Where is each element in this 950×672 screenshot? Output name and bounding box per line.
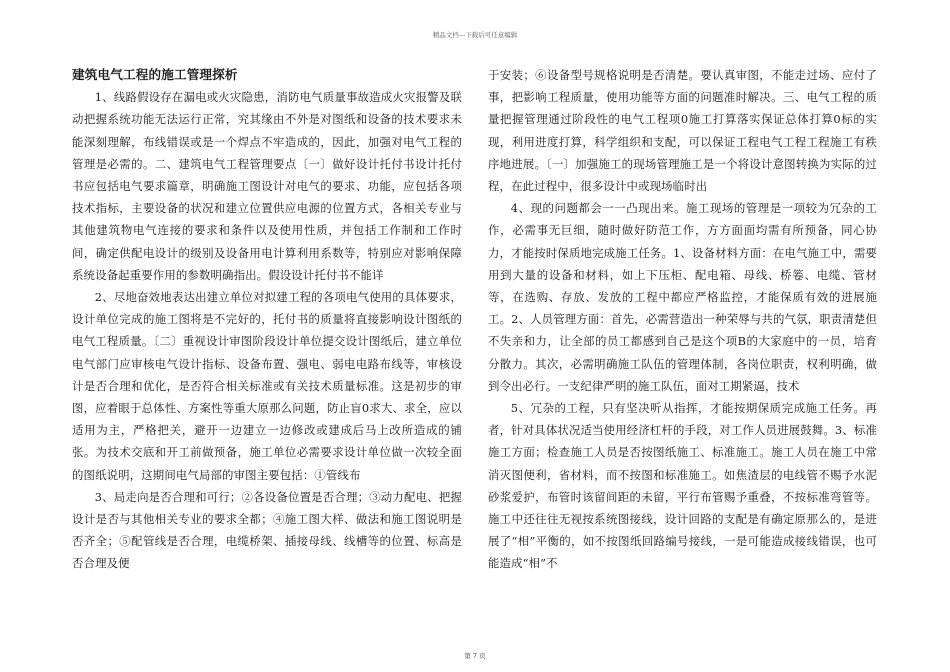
body-paragraph: 2、尽地奋效地表达出建立单位对拟建工程的各项电气使用的具体要求，设计单位完成的施工图将是不完好的，托付书的质量将直接影响设计图纸的电气工程质量。〔二〕重视设计审图阶段设计单位提交设计图纸后，建立单位电气部门应审核电气设计指标、设备布置、强电、弱电电路布线等，审核设计是否合理和优化，是否符合相关标准或有关技术质量标准。这是初步的审图，应着眼于总体性、方案性等重大原那么问题，防止盲0求大、求全，应以适用为主，严格把关，避开一边建立一边修改或建成后马上改所造成的铺张。为技术交底和开工前做预备，施工单位必需要求设计单位做一次较全面的图纸说明，这期间电气局部的审图主要包括：①管线布 [72, 290, 462, 482]
right-column [488, 64, 877, 575]
document-title: 建筑电气工程的施工管理探析 [72, 67, 238, 82]
body-paragraph: 1、线路假设存在漏电或火灾隐患，消防电气质量事故造成火灾报警及联动把握系统功能无法运行正常，究其缘由不外是对图纸和设备的技术要求未能深刻理解，布线错误或是一个焊点不牢造成的，因此，加强对电气工程的管理是必需的。二、建筑电气工程管理要点〔一〕做好设计托付书设计托付书应包括电气要求篇章，明确施工图设计对电气的要求、功能，应包括各项技术指标，主要设备的状况和建立位置供应电源的位置方式，各相关专业与其他建筑物电气连接的要求和条件以及使用性质，并包括工作制和工作时间，确定供配电设计的级别及设备用电计算利用系数等，特别应对影响保障系统设备起重要作用的参数明确指出。假设设计托付书不能详 [72, 90, 462, 282]
page-number: 第 7 页 [464, 652, 486, 660]
body-paragraph: 4、现的问题都会一一凸现出来。施工现场的管理是一项较为冗杂的工作，必需事无巨细，随时做好防范工作，方方面面均需有所预备，同心协力，才能按时保质地完成施工任务。1、设备材料方面：在电气施工中，需要用到大量的设备和材料，如上下压柜、配电箱、母线、桥箞、电缆、管材等，在选购、存放、发放的工程中都应严格监控，才能保质有效的进展施工。2、人员管理方面：首先，必需营造出一种荣辱与共的气氛，职责清楚但不失亲和力，让全部的员工都感到自己是这个项B的大家庭中的一员，培育分散力。其次，必需明确施工队伍的管理体制，各岗位职责，权利明确，做到令出必行。一支纪律严明的施工队伍，面对工期紧逼，技术 [488, 201, 877, 393]
body-paragraph: 3、局走向是否合理和可行；②各设备位置是否合理；③动力配电、把握设计是否与其他相关专业的要求全都；④施工图大样、做法和施工图说明是否齐全；⑤配管线是否合理，电缆桥架、插接母线、线槽等的位置、标高是否合理及便 [72, 489, 462, 571]
body-paragraph: 5、冗杂的工程，只有坚决听从指挥，才能按期保质完成施工任务。再者，针对具体状况适当使用经济杠杆的手段，对工作人员进展鼓舞。3、标准施工方面；检查施工人员是否按图纸施工、标准施工。施工人员在施工中常消灭图便利，省材料，而不按图和标准施工。如焦渣层的电线管不赐予水泥砂浆爱护，布管时该留间距的未留，平行布管赐予重叠，不按标准弯管等。施工中还往往无视按系统图接线，设计回路的支配是有确定原那么的，是进展了“相”平衡的，如不按图纸回路编号接线，一是可能造成接线错误，也可能造成“相”不 [488, 401, 877, 571]
body-paragraph: 于安装；⑥设备型号规格说明是否清楚。要认真审图，不能走过场、应付了事，把影响工程质量，使用功能等方面的问题准时解决。三、电气工程的质量把握管理通过阶段性的电气工程项0施工打算落实保证总体打算0标的实现，利用进度打算，科学组织和支配，可以保证工程电气工程工程施工有秩序地进展。〔一〕加强施工的现场管理施工是一个将设计意图转换为实际的过程，在此过程中，很多设计中或现场临时出 [488, 68, 877, 194]
page-header: 精品文档---下载后可任意编辑 [432, 31, 518, 39]
left-column [72, 64, 462, 575]
